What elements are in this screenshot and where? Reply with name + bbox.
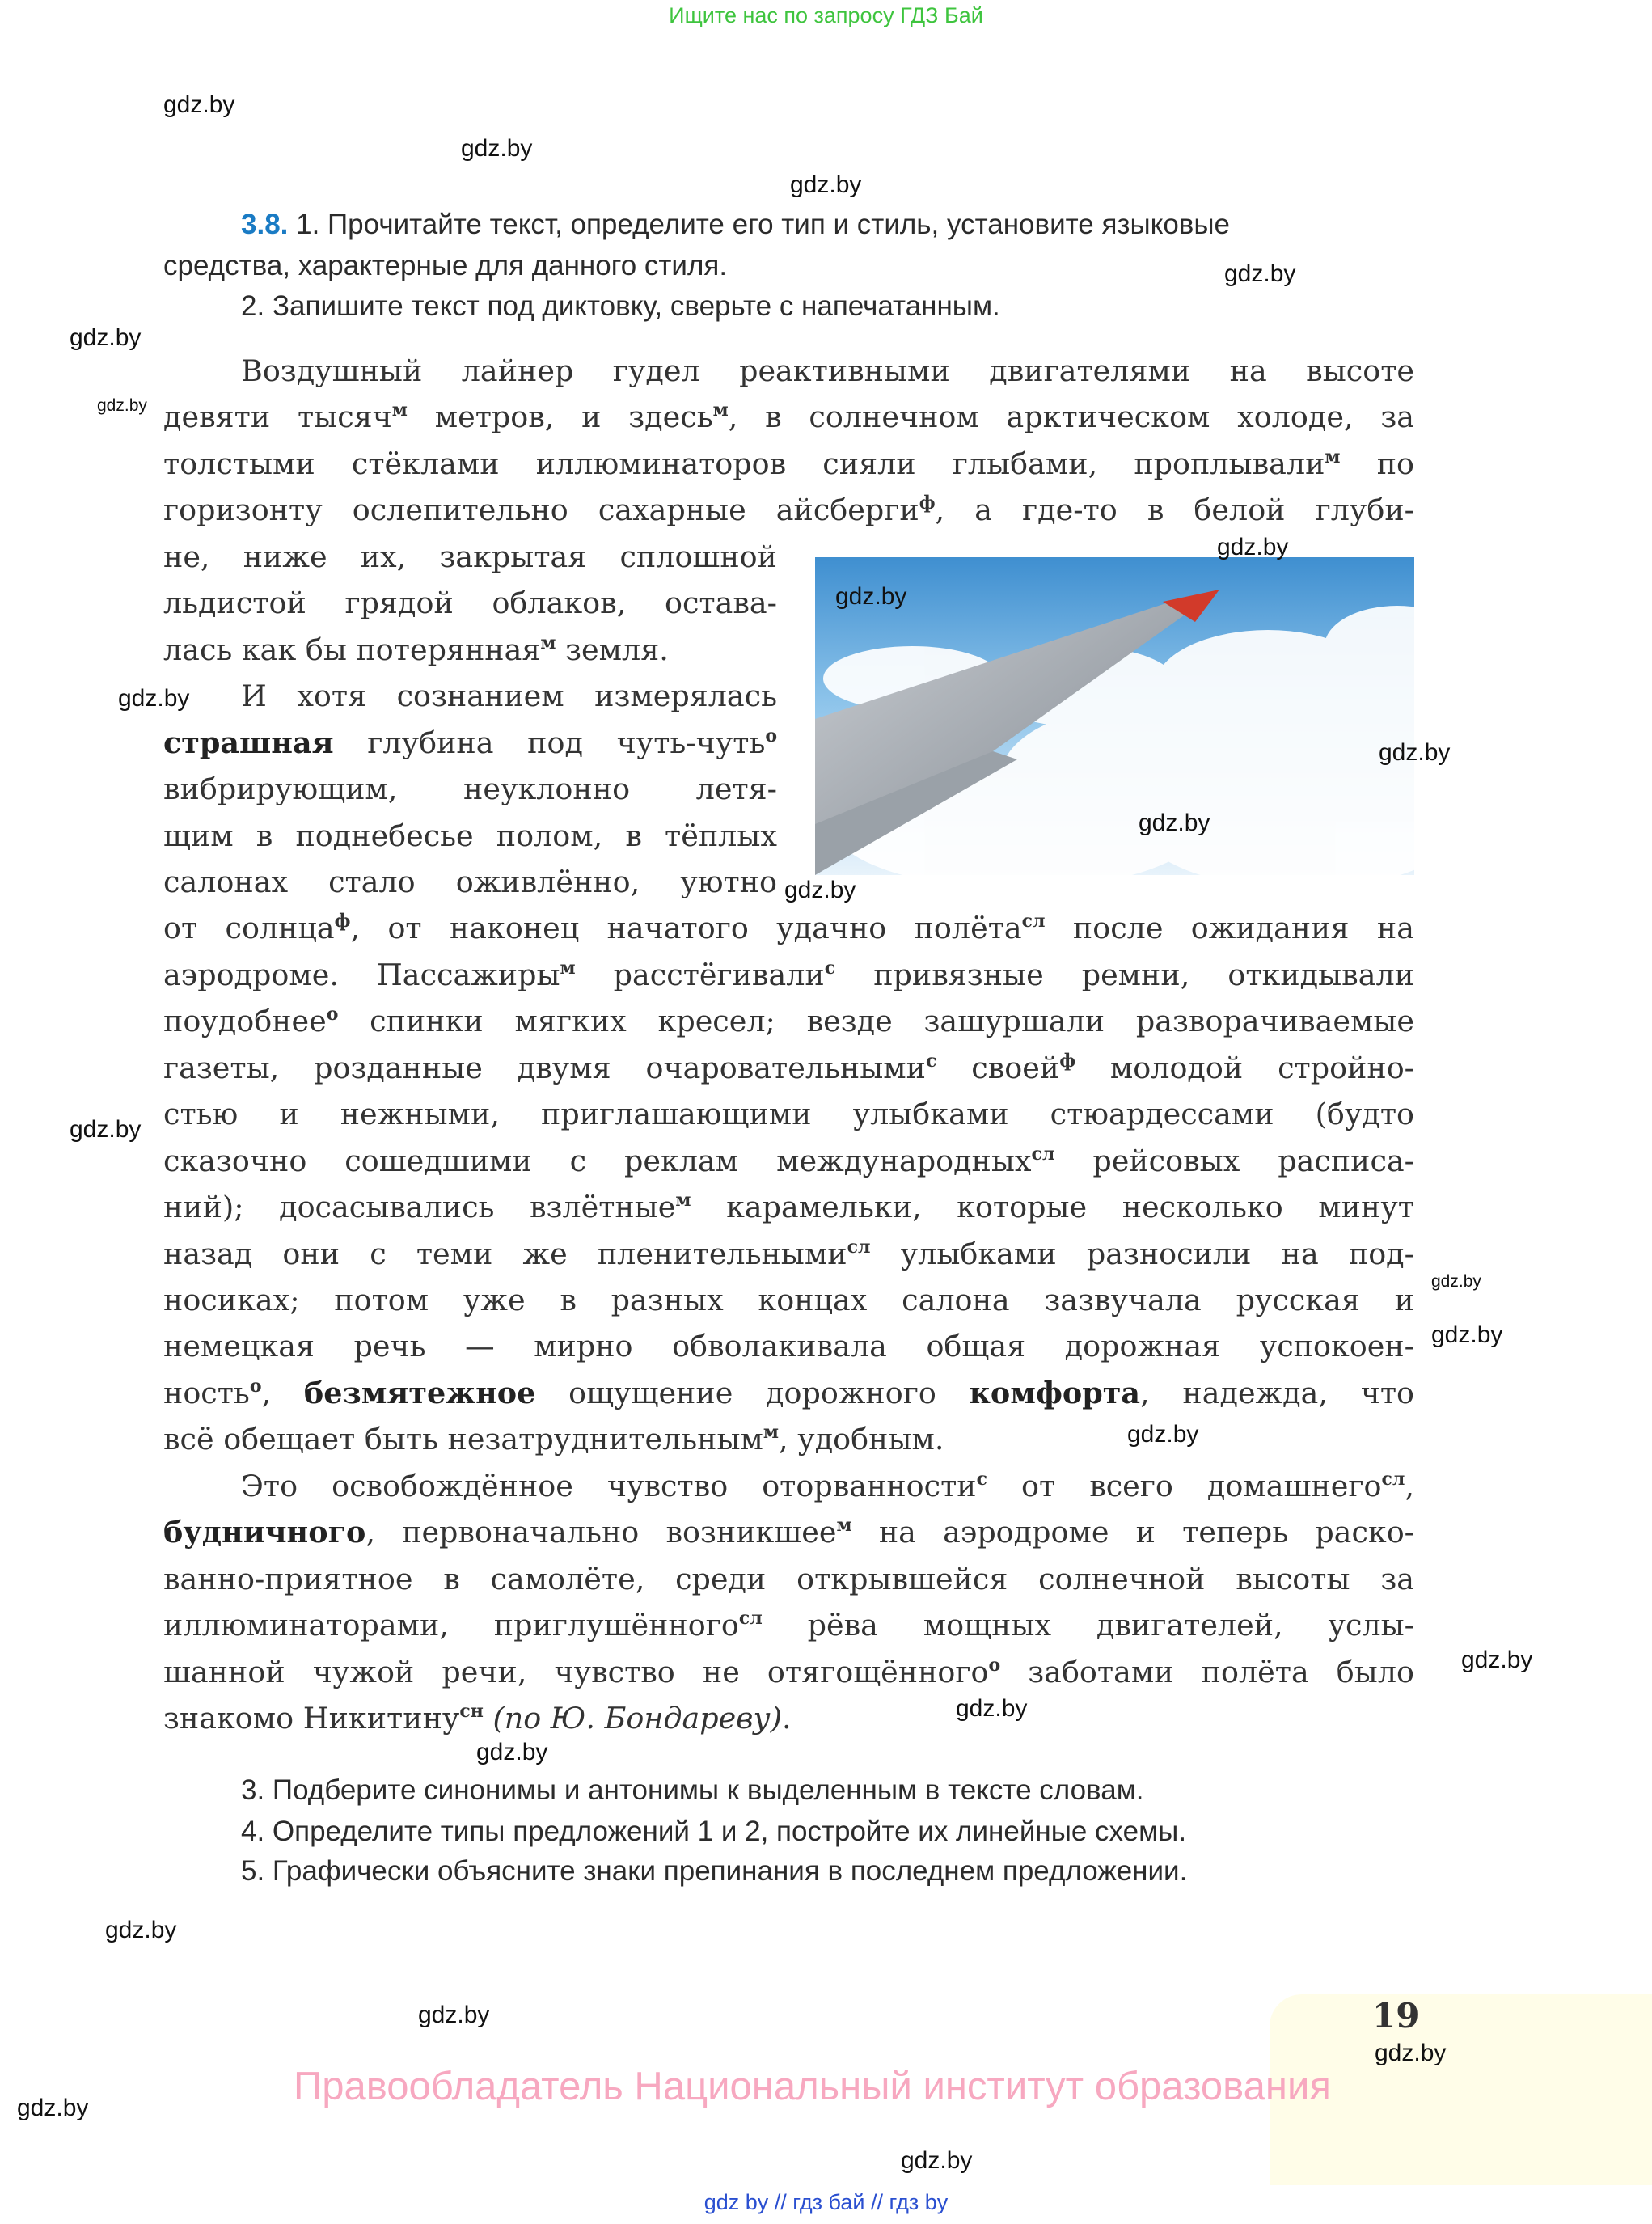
watermark: gdz.by xyxy=(70,1116,142,1143)
watermark: gdz.by xyxy=(1375,2040,1447,2066)
text-segment: от всего домашнего xyxy=(987,1468,1382,1503)
watermark: gdz.by xyxy=(956,1695,1028,1722)
text-segment: на аэродроме и теперь раско- xyxy=(851,1515,1415,1550)
usage-mark: м xyxy=(712,400,729,421)
text-line xyxy=(163,772,777,806)
text-line xyxy=(163,865,777,899)
text-line xyxy=(163,1190,1414,1224)
text-segment: , в солнечном арктическом холоде, за xyxy=(728,400,1414,435)
text-segment: девяти тысяч xyxy=(163,400,392,435)
text-line xyxy=(163,1237,1414,1271)
text-line xyxy=(163,539,777,574)
usage-mark: ф xyxy=(334,911,351,932)
usage-mark: сл xyxy=(738,1608,763,1630)
text-segment: улыбками разносили на под- xyxy=(870,1236,1414,1271)
text-line xyxy=(163,586,777,620)
watermark: gdz.by xyxy=(461,135,533,162)
source-attribution: (по Ю. Бондареву) xyxy=(492,1701,782,1736)
usage-mark: м xyxy=(560,957,576,979)
copyright-notice: Правообладатель Национальный институт образования xyxy=(294,2065,1331,2108)
text-line xyxy=(163,1608,1414,1643)
text-line xyxy=(163,400,1414,434)
watermark: gdz.by xyxy=(1431,1321,1503,1348)
usage-mark: о xyxy=(326,1004,339,1025)
text-segment: , первоначально возникшее xyxy=(365,1515,837,1550)
usage-mark: сл xyxy=(1031,1143,1055,1165)
text-line xyxy=(163,958,1414,992)
text-segment: , надежда, что xyxy=(1140,1375,1415,1410)
text-line xyxy=(163,1422,1414,1457)
text-segment: горизонту ослепительно сахарные айсберги xyxy=(163,493,919,528)
text-line xyxy=(163,1283,1414,1317)
page-number: 19 xyxy=(1372,1996,1420,2036)
usage-mark: м xyxy=(836,1515,852,1537)
watermark: gdz.by xyxy=(1224,260,1296,287)
watermark: gdz.by xyxy=(1431,1272,1481,1291)
bottom-links[interactable]: gdz by // гдз бай // гдз by xyxy=(703,2190,949,2214)
text-segment: толстыми стёклами иллюминаторов сияли глыбами, проплывали xyxy=(163,446,1325,481)
text-segment: молодой стройно- xyxy=(1075,1050,1415,1085)
text-segment: шанной чужой речи, чувство не отягощённого xyxy=(163,1654,989,1689)
watermark: gdz.by xyxy=(163,91,235,118)
watermark: gdz.by xyxy=(835,583,907,610)
highlighted-word: будничного xyxy=(163,1515,366,1550)
usage-mark: сн xyxy=(459,1701,484,1723)
text-segment: спинки мягких кресел; везде зашуршали разворачиваемые xyxy=(338,1004,1414,1039)
text-segment: немецкая речь — мирно обволакивала общая дорожная успокоен- xyxy=(163,1329,1414,1364)
task-1-line-2: средства, характерные для данного стиля. xyxy=(163,250,728,281)
text-line xyxy=(163,1004,1414,1038)
text-segment: салонах стало оживлённо, уютно xyxy=(163,864,777,899)
text-line xyxy=(163,725,777,760)
text-segment: носиках; потом уже в разных концах салона зазвучала русская и xyxy=(163,1283,1414,1317)
watermark: gdz.by xyxy=(70,324,142,351)
watermark: gdz.by xyxy=(418,2002,490,2028)
text-segment: ний); досасывались взлётные xyxy=(163,1190,676,1225)
task-1-text: 1. Прочитайте текст, определите его тип и стиль, установите языковые xyxy=(288,209,1231,240)
text-line xyxy=(163,679,777,713)
text-segment: , а где-то в белой глуби- xyxy=(935,493,1414,528)
usage-mark: сл xyxy=(847,1236,871,1258)
usage-mark: с xyxy=(824,957,836,979)
text-segment: И хотя сознанием измерялась xyxy=(241,679,777,714)
text-line xyxy=(163,1701,1414,1736)
watermark: gdz.by xyxy=(901,2147,973,2174)
text-line xyxy=(163,1376,1414,1410)
usage-mark: с xyxy=(926,1050,937,1072)
text-segment: . xyxy=(781,1701,792,1736)
text-segment: Это освобождённое чувство оторванности xyxy=(241,1468,977,1503)
watermark: gdz.by xyxy=(105,1917,177,1943)
usage-mark: с xyxy=(976,1468,988,1490)
text-segment: своей xyxy=(936,1050,1060,1085)
highlighted-word: комфорта xyxy=(969,1375,1141,1410)
task-3: 3. Подберите синонимы и антонимы к выделенным в тексте словам. xyxy=(241,1774,1144,1806)
text-line xyxy=(163,1144,1414,1178)
usage-mark: м xyxy=(675,1190,691,1211)
text-segment: ванно-приятное в самолёте, среди открывшейся солнечной высоты за xyxy=(163,1561,1414,1596)
text-segment: Воздушный лайнер гудел реактивными двигателями на высоте xyxy=(241,353,1414,388)
usage-mark: ф xyxy=(919,493,936,514)
usage-mark: ф xyxy=(1059,1050,1076,1072)
watermark: gdz.by xyxy=(1127,1421,1199,1448)
text-segment: вибрирующим, неуклонно летя- xyxy=(163,772,777,807)
text-line xyxy=(163,1469,1414,1503)
text-segment: глубина под чуть-чуть xyxy=(333,725,766,760)
task-4: 4. Определите типы предложений 1 и 2, постройте их линейные схемы. xyxy=(241,1816,1187,1847)
text-segment: назад они с теми же пленительными xyxy=(163,1236,847,1271)
text-line xyxy=(163,1655,1414,1689)
text-line xyxy=(163,1562,1414,1596)
text-segment: от солнца xyxy=(163,911,335,946)
text-segment: знакомо Никитину xyxy=(163,1701,460,1736)
highlighted-word: страшная xyxy=(163,725,334,760)
text-segment: лась как бы потерянная xyxy=(163,632,541,667)
text-line xyxy=(163,1329,1414,1364)
watermark: gdz.by xyxy=(1379,739,1451,766)
text-line xyxy=(163,1097,1414,1131)
watermark: gdz.by xyxy=(118,685,190,712)
watermark: gdz.by xyxy=(784,877,856,903)
search-banner[interactable]: Ищите нас по запросу ГДЗ Бай xyxy=(669,3,983,27)
text-segment: ощущение дорожного xyxy=(535,1375,970,1410)
usage-mark: о xyxy=(249,1375,262,1397)
text-segment: после ожидания на xyxy=(1045,911,1414,946)
text-line xyxy=(163,632,777,667)
text-segment: льдистой грядой облаков, остава- xyxy=(163,586,777,621)
usage-mark: м xyxy=(391,400,408,421)
text-segment: стью и нежными, приглашающими улыбками стюардессами (будто xyxy=(163,1097,1414,1132)
text-segment: сказочно сошедшими с реклам международных xyxy=(163,1143,1032,1178)
text-segment: иллюминаторами, приглушённого xyxy=(163,1608,739,1643)
text-segment: , удобным. xyxy=(779,1422,944,1457)
text-line xyxy=(163,818,777,853)
text-segment: метров, и здесь xyxy=(407,400,713,435)
text-segment: не, ниже их, закрытая сплошной xyxy=(163,539,777,574)
text-segment xyxy=(484,1701,493,1736)
watermark: gdz.by xyxy=(1217,534,1289,560)
text-line xyxy=(163,1515,1414,1550)
text-line xyxy=(163,1051,1414,1085)
watermark: gdz.by xyxy=(476,1739,548,1765)
text-segment: всё обещает быть незатруднительным xyxy=(163,1422,763,1457)
usage-mark: м xyxy=(763,1422,780,1444)
usage-mark: сл xyxy=(1021,911,1046,932)
usage-mark: о xyxy=(765,725,777,746)
text-segment: карамельки, которые несколько минут xyxy=(691,1190,1414,1225)
text-segment: привязные ремни, откидывали xyxy=(835,957,1414,992)
watermark: gdz.by xyxy=(790,171,862,198)
usage-mark: м xyxy=(1325,446,1341,467)
text-line xyxy=(163,446,1414,481)
highlighted-word: безмятежное xyxy=(303,1375,536,1410)
task-1-line-1 xyxy=(241,209,1230,241)
usage-mark: о xyxy=(988,1654,1001,1676)
text-line xyxy=(163,911,1414,945)
usage-mark: сл xyxy=(1381,1468,1405,1490)
usage-mark: м xyxy=(540,632,556,653)
text-segment: по xyxy=(1340,446,1414,481)
watermark: gdz.by xyxy=(17,2095,89,2121)
text-segment: земля. xyxy=(556,632,669,667)
watermark: gdz.by xyxy=(1139,810,1210,836)
text-segment: , xyxy=(1405,1468,1414,1503)
text-line xyxy=(163,353,1414,388)
text-segment: газеты, розданные двумя очаровательными xyxy=(163,1050,927,1085)
text-segment: аэродроме. Пассажиры xyxy=(163,957,560,992)
text-segment: рёва мощных двигателей, услы- xyxy=(762,1608,1414,1643)
text-segment: , xyxy=(261,1375,304,1410)
text-segment: щим в поднебесье полом, в тёплых xyxy=(163,818,777,853)
text-segment: поудобнее xyxy=(163,1004,327,1039)
text-segment: , от наконец начатого удачно полёта xyxy=(350,911,1022,946)
text-segment: заботами полёта было xyxy=(1000,1654,1414,1689)
text-segment: расстёгивали xyxy=(575,957,825,992)
watermark: gdz.by xyxy=(1461,1647,1533,1673)
task-2: 2. Запишите текст под диктовку, сверьте с напечатанным. xyxy=(241,290,1000,322)
watermark: gdz.by xyxy=(97,396,147,415)
text-line xyxy=(163,493,1414,527)
task-5: 5. Графически объясните знаки препинания в последнем предложении. xyxy=(241,1855,1188,1887)
exercise-number: 3.8. xyxy=(241,209,289,240)
text-segment: рейсовых расписа- xyxy=(1054,1143,1415,1178)
text-segment: ность xyxy=(163,1375,250,1410)
